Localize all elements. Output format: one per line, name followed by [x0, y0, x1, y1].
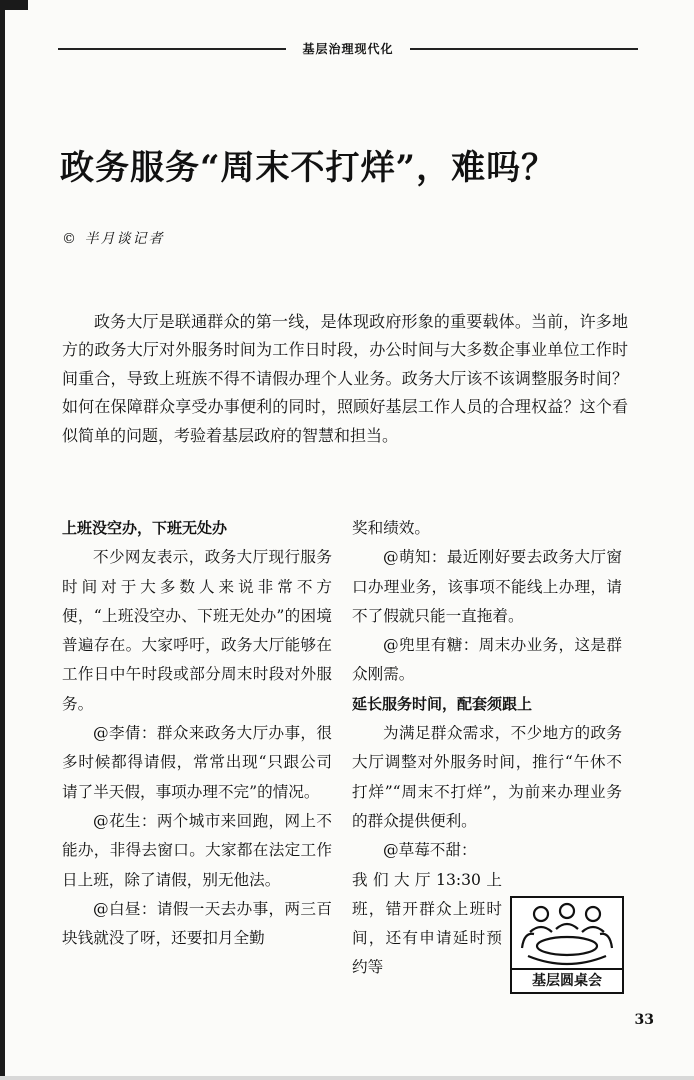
logo-label: 基层圆桌会	[512, 968, 622, 992]
page-number: 33	[634, 1012, 654, 1028]
quote-paragraph: @李倩：群众来政务大厅办事，很多时候都得请假，常常出现“只跟公司请了半天假，事项办理不完”的情况。	[62, 724, 332, 801]
lead-paragraph: 政务大厅是联通群众的第一线，是体现政府形象的重要载体。当前，许多地方的政务大厅对外服务时间为工作日时段，办公时间与大多数企事业单位工作时间重合，导致上班族不得不请假办理个人业务。政务大厅该不该调整服务时间？如何在保障群众享受办事便利的同时，照顾好基层工作人员的合理权益？这个看似简单的问题，考验着基层政府的智慧和担当。	[62, 312, 628, 445]
page-edge-shadow	[0, 0, 5, 1080]
section-label: 基层治理现代化	[302, 42, 394, 56]
quote-author: @草莓不甜：	[383, 841, 477, 860]
header-rule-right	[410, 48, 638, 50]
continued-paragraph: 奖和绩效。	[352, 519, 430, 537]
section-heading-2: 延长服务时间，配套须跟上	[352, 694, 533, 713]
quote-paragraph: @花生：两个城市来回跑，网上不能办，非得去窗口。大家都在法定工作日上班，除了请假，别无他法。	[62, 811, 332, 889]
quote-paragraph: 我们大厅13:30上班，错开群众上班时间，还有申请延时预约等	[352, 870, 502, 977]
quote-paragraph: @萌知：最近刚好要去政务大厅窗口办理业务，该事项不能线上办理，请不了假就只能一直拖着。	[352, 548, 622, 625]
section-header	[58, 40, 638, 56]
quote-paragraph: @白昼：请假一天去办事，两三百块钱就没了呀，还要扣月全勤	[62, 899, 332, 948]
page-bottom-edge	[0, 1076, 694, 1080]
section-heading-1: 上班没空办，下班无处办	[62, 519, 228, 537]
quote-paragraph: @兜里有糖：周末办业务，这是群众刚需。	[352, 636, 622, 684]
column-logo	[510, 896, 624, 994]
paragraph: 为满足群众需求，不少地方的政务大厅调整对外服务时间，推行“午休不打烊”“周末不打烊”，为前来办理业务的群众提供便利。	[352, 724, 622, 830]
round-table-icon	[516, 902, 618, 968]
left-column	[62, 514, 332, 953]
header-rule-left	[58, 48, 286, 50]
page-corner-shadow	[0, 0, 28, 10]
article-title: 政务服务“周末不打烊”，难吗？	[60, 148, 557, 188]
paragraph: 不少网友表示，政务大厅现行服务时间对于大多数人来说非常不方便，“上班没空办、下班无处办”的困境普遍存在。大家呼吁，政务大厅能够在工作日中午时段或部分周末时段对外服务。	[62, 548, 332, 713]
byline: © 半月谈记者	[62, 231, 165, 247]
